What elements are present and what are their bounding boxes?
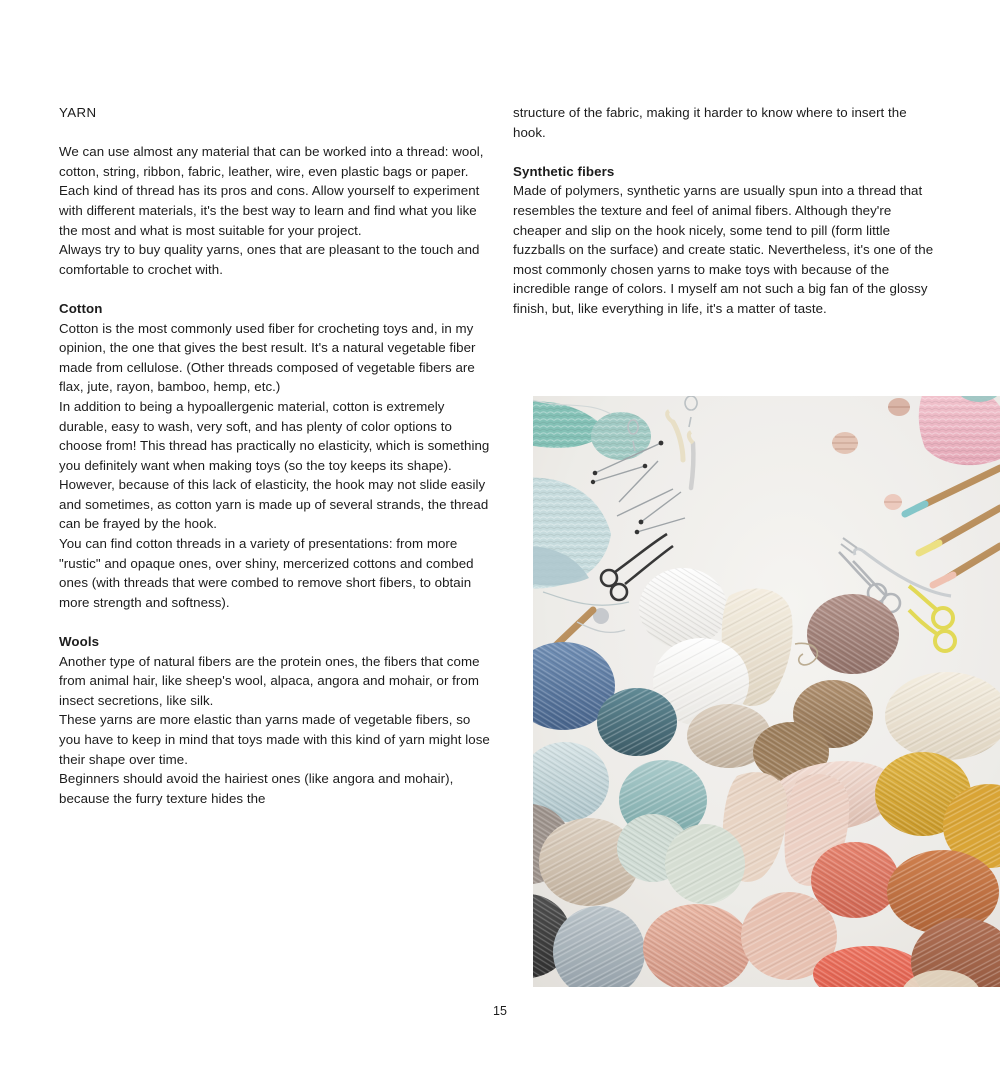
wools-heading: Wools [59,634,100,650]
intro-paragraph-1: We can use almost any material that can be worked into a thread: wool, cotton, string, ribbon, fabric, leather, wire, even plastic bags or paper. Each kind of thread has its pros and cons. Allow yourself to experiment with different materials, it's the best way to learn and find what you like the most and what is most suitable for your project. [59,144,484,238]
spacer [513,142,937,162]
wools-paragraph-1: Another type of natural fibers are the protein ones, the fibers that come from animal hair, like sheep's wool, alpaca, angora and mohair, or from insect secretions, like silk. [59,653,480,708]
yarn-photograph-illustration [533,396,1000,987]
cotton-paragraph-1: Cotton is the most commonly used fiber for crocheting toys and, in my opinion, the one that gives the best result. It's a natural vegetable fiber made from cellulose. (Other threads composed of vegetable fibers are flax, jute, rayon, bamboo, hemp, etc.) [59,320,476,395]
page-title: YARN [59,105,97,120]
photo-color-grade [533,396,1000,987]
intro-paragraph-2: Always try to buy quality yarns, ones that are pleasant to the touch and comfortable to crochet with. [59,242,480,277]
wools-paragraph-2: These yarns are more elastic than yarns made of vegetable fibers, so you have to keep in mind that toys made with this kind of yarn might lose their shape over time. [59,712,490,767]
spacer [59,612,493,632]
right-text-column [513,103,937,319]
cotton-paragraph-2: In addition to being a hypoallergenic material, cotton is extremely durable, easy to wash, very soft, and has plenty of color options to choose from! This thread has practically no elasticity, which is something you definitely want when making toys (so the toy keeps its shape). However, because of this lack of elasticity, the hook may not slide easily and sometimes, as cotton yarn is made up of several strands, the thread can be frayed by the hook. [59,398,490,532]
yarn-photograph [533,396,1000,987]
spacer [59,123,493,143]
cotton-paragraph-3: You can find cotton threads in a variety of presentations: from more "rustic" and opaque ones, over shiny, mercerized cottons and combed ones (with threads that were combed to remove short fibers, to obtain more strength and softness). [59,536,474,610]
continuation-paragraph: structure of the fabric, making it harder to know where to insert the hook. [513,105,907,140]
page-number: 15 [493,1004,507,1018]
synthetic-fibers-heading: Synthetic fibers [513,163,615,179]
spacer [59,279,493,299]
cotton-heading: Cotton [59,300,103,316]
wools-paragraph-3: Beginners should avoid the hairiest ones (like angora and mohair), because the furry texture hides the [59,771,454,806]
left-text-column [59,103,493,808]
synthetic-fibers-paragraph: Made of polymers, synthetic yarns are usually spun into a thread that resembles the texture and feel of animal fibers. Although they're cheaper and slip on the hook nicely, some tend to pill (form little fuzzballs on the surface) and create static. Nevertheless, it's one of the most commonly chosen yarns to make toys with because of the incredible range of colors. I myself am not such a big fan of the glossy finish, but, like everything in life, it's a matter of taste. [513,183,934,316]
